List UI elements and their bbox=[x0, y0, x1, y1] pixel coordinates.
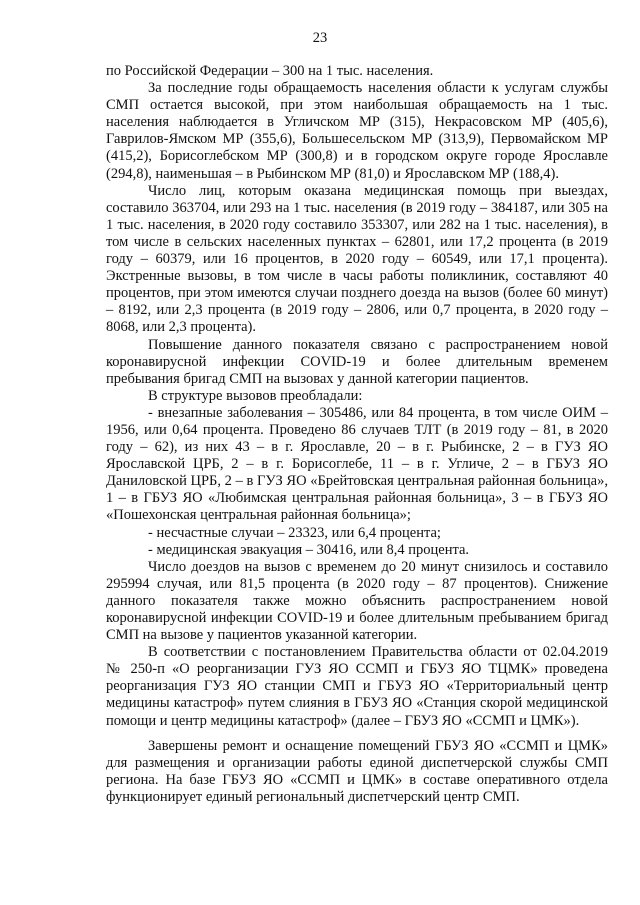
page-number: 23 bbox=[312, 30, 328, 46]
list-item-medical-evacuation: - медицинская эвакуация – 30416, или 8,4 процента. bbox=[148, 541, 470, 558]
list-item-accidents: - несчастные случаи – 23323, или 6,4 процента; bbox=[148, 524, 441, 541]
paragraph-patients-served: Число лиц, которым оказана медицинская помощь при выездах, составило 363704, или 293 на 1 тыс. населения (в 2019 году – 384187, или 305 на 1 тыс. населения, в 2020 году составило 353307, или 282 на 1 тыс. населения), в том числе в сельских населенных пунктах – 62801, или 17,2 процента (в 2019 году – 60379, или 16 процентов, в 2020 году – 60549, или 17,1 процента). Экстренные вызовы, в том числе в часы работы поликлиник, составляют 40 процентов, при этом имеются случаи позднего доезда на вызов (более 60 минут) – 8192, или 2,3 процента (в 2019 году – 2806, или 0,7 процента, в 2020 году – 8068, или 2,3 процента). bbox=[106, 182, 608, 336]
paragraph-dispatch-center: Завершены ремонт и оснащение помещений ГБУЗ ЯО «ССМП и ЦМК» для размещения и организации работы единой диспетчерской службы СМП региона. На базе ГБУЗ ЯО «ССМП и ЦМК» в составе оперативного отдела функционирует единый региональный диспетчерский центр СМП. bbox=[106, 737, 608, 805]
paragraph-arrival-time: Число доездов на вызов с временем до 20 минут снизилось и составило 295994 случая, или 81,5 процента (в 2020 году – 87 процентов). Снижение данного показателя также можно объяснить распространением новой коронавирусной инфекции COVID-19 и более длительным пребыванием бригад СМП на вызове у пациентов указанной категории. bbox=[106, 558, 608, 644]
paragraph-covid-increase: Повышение данного показателя связано с распространением новой коронавирусной инфекции COVID-19 и более длительным временем пребывания бригад СМП на вызовах у данной категории пациентов. bbox=[106, 336, 608, 387]
paragraph-call-structure-heading: В структуре вызовов преобладали: bbox=[148, 387, 363, 404]
document-body bbox=[106, 63, 608, 806]
list-item-sudden-illness: - внезапные заболевания – 305486, или 84 процента, в том числе ОИМ – 1956, или 0,64 процента. Проведено 86 случаев ТЛТ (в 2019 году – 81, в 2020 году – 62), из них 43 – в г. Ярославле, 20 – в г. Рыбинске, 2 – в ГУЗ ЯО Ярославской ЦРБ, 2 – в г. Борисоглебе, 11 – в г. Угличе, 2 – в ГБУЗ ЯО Даниловской ЦРБ, 2 – в ГУЗ ЯО «Брейтовская центральная районная больница», 1 – в ГБУЗ ЯО «Любимская центральная районная больница», 3 – в ГБУЗ ЯО «Пошехонская центральная районная больница»; bbox=[106, 404, 608, 524]
paragraph-reorganization: В соответствии с постановлением Правительства области от 02.04.2019 № 250-п «О реорганизации ГУЗ ЯО ССМП и ГБУЗ ЯО ТЦМК» проведена реорганизация ГУЗ ЯО станции СМП и ГБУЗ ЯО «Территориальный центр медицины катастроф» путем слияния в ГБУЗ ЯО «Станция скорой медицинской помощи и центр медицины катастроф» (далее – ГБУЗ ЯО «ССМП и ЦМК»). bbox=[106, 644, 608, 729]
paragraph-smp-demand: За последние годы обращаемость населения области к услугам службы СМП остается высокой, при этом наибольшая обращаемость на 1 тыс. населения наблюдается в Угличском МР (315), Некрасовском МР (405,6), Гаврилов-Ямском МР (355,6), Большесельском МР (313,9), Первомайском МР (415,2), Борисоглебском МР (300,8) и в городском округе городе Ярославле (294,8), наименьшая – в Рыбинском МР (81,0) и Ярославском МР (188,4). bbox=[106, 80, 608, 182]
paragraph-continuation: по Российской Федерации – 300 на 1 тыс. населения. bbox=[106, 63, 434, 79]
